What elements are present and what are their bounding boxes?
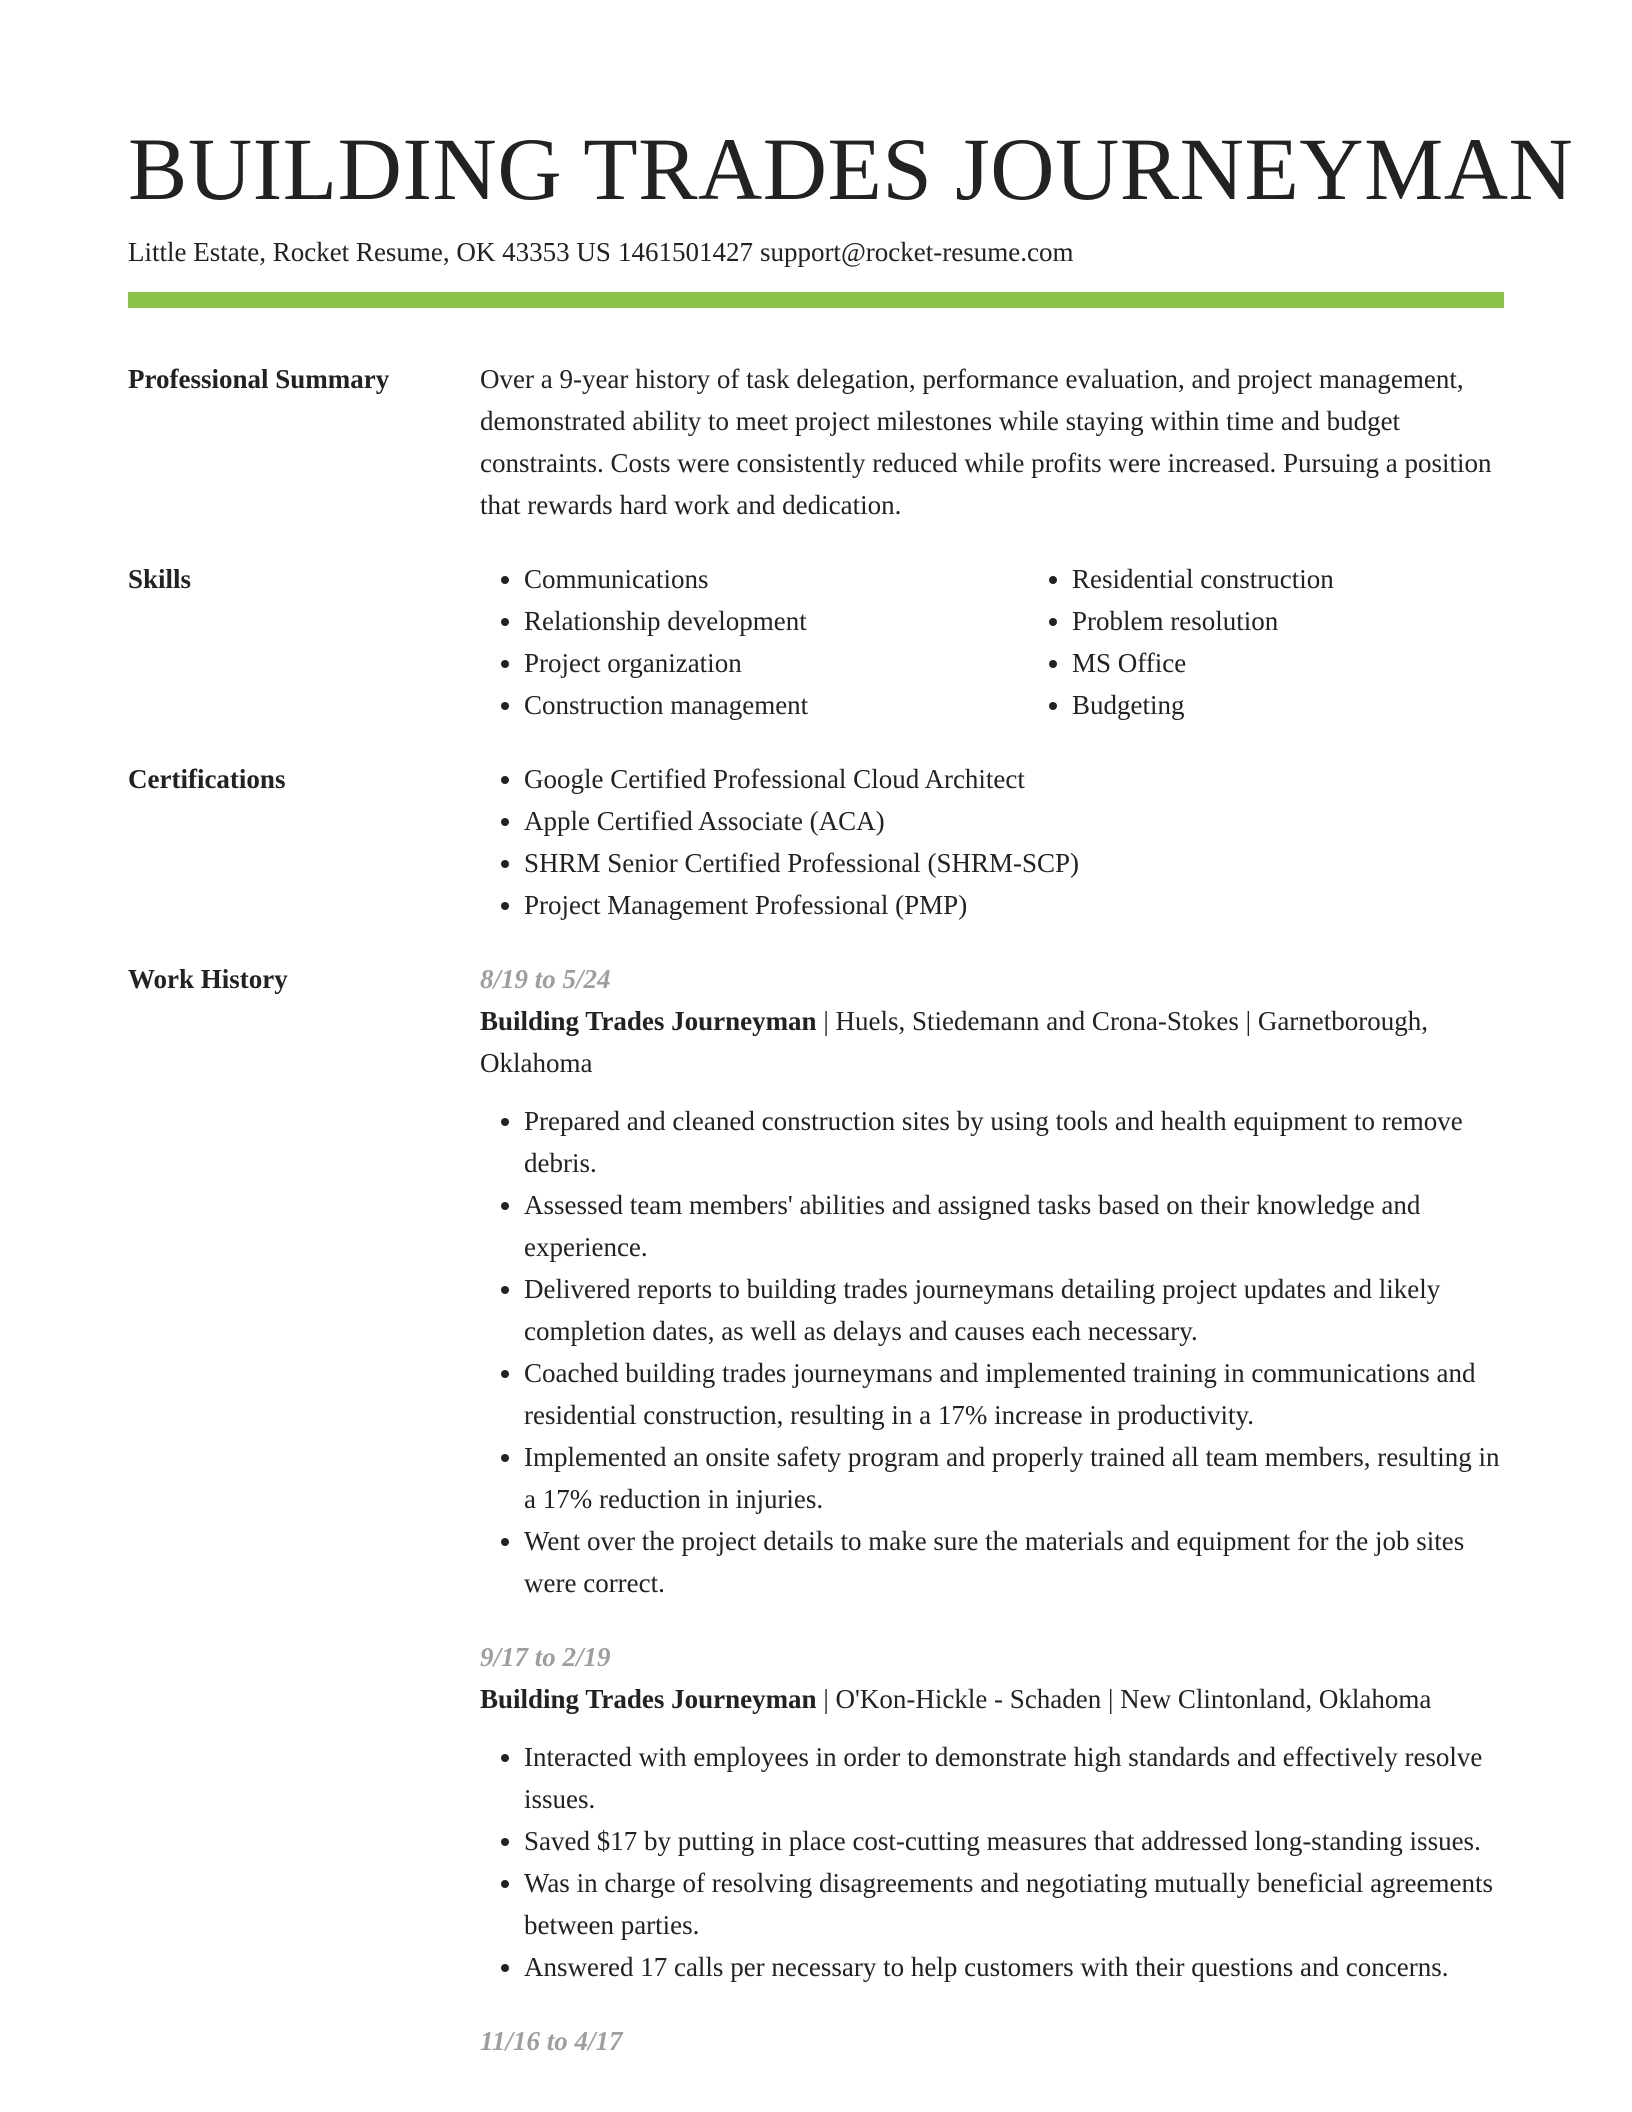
job-dates: 8/19 to 5/24 [480,964,611,994]
resume-page [128,118,1574,2062]
job-entry [480,2020,1504,2062]
header-accent-rule [128,292,1504,308]
skill-item: • Residential construction [1072,558,1576,600]
job-bullet: • Was in charge of resolving disagreements and negotiating mutually beneficial agreements between parties. [524,1862,1504,1946]
contact-email: support@rocket-resume.com [759,237,1074,267]
job-entry [480,1636,1504,1988]
job-details: | Huels, Stiedemann and Crona-Stokes | Garnetborough, Oklahoma [480,1006,1429,1078]
skill-item: • Relationship development [524,600,1028,642]
skills-list-left [480,558,1028,726]
job-dates: 11/16 to 4/17 [480,2026,623,2056]
certifications-list [480,758,1504,926]
section-professional-summary [128,358,1504,526]
section-skills [128,558,1504,726]
skills-list-right [1028,558,1576,726]
job-bullet: • Went over the project details to make sure the materials and equipment for the job sites were correct. [524,1520,1504,1604]
job-bullet: • Answered 17 calls per necessary to help customers with their questions and concerns. [524,1946,1504,1988]
certification-item: • Project Management Professional (PMP) [524,884,1504,926]
job-bullet: • Prepared and cleaned construction sites by using tools and health equipment to remove debris. [524,1100,1504,1184]
job-bullet: • Saved $17 by putting in place cost-cutting measures that addressed long-standing issues. [524,1820,1504,1862]
contact-address: Little Estate, Rocket Resume, OK 43353 US [128,237,611,267]
job-bullets [480,1100,1504,1604]
job-details: | O'Kon-Hickle - Schaden | New Clintonland, Oklahoma [816,1684,1432,1714]
skill-item: • MS Office [1072,642,1576,684]
summary-text: Over a 9-year history of task delegation, performance evaluation, and project management, demonstrated ability to meet project milestones while staying within time and budget constraints. Costs were consistently reduced while profits were increased. Pursuing a position that rewards hard work and dedication. [480,364,1492,520]
certification-item: • Google Certified Professional Cloud Architect [524,758,1504,800]
job-title: Building Trades Journeyman [480,1006,817,1036]
job-title: Building Trades Journeyman [480,1684,817,1714]
section-label: Professional Summary [128,364,390,394]
contact-line [128,234,1504,270]
section-label: Skills [128,564,192,594]
job-bullet: • Implemented an onsite safety program and properly trained all team members, resulting in a 17% reduction in injuries. [524,1436,1504,1520]
job-bullet: • Coached building trades journeymans and implemented training in communications and residential construction, resulting in a 17% increase in productivity. [524,1352,1504,1436]
certifications-body [480,758,1504,926]
work-history-body [480,958,1504,2062]
skill-item: • Budgeting [1072,684,1576,726]
skill-item: • Project organization [524,642,1028,684]
skill-item: • Communications [524,558,1028,600]
section-work-history [128,958,1504,2062]
job-dates: 9/17 to 2/19 [480,1642,611,1672]
job-bullet: • Assessed team members' abilities and assigned tasks based on their knowledge and experience. [524,1184,1504,1268]
skills-columns [480,558,1576,726]
job-entry [480,958,1504,1604]
section-label: Certifications [128,764,286,794]
resume-title: BUILDING TRADES JOURNEYMAN [128,121,1574,219]
job-bullet: • Interacted with employees in order to demonstrate high standards and effectively resolve issues. [524,1736,1504,1820]
skill-item: • Problem resolution [1072,600,1576,642]
job-bullet: • Delivered reports to building trades journeymans detailing project updates and likely completion dates, as well as delays and causes each necessary. [524,1268,1504,1352]
job-bullets [480,1736,1504,1988]
job-heading [480,1678,1504,1720]
job-heading [480,1000,1504,1084]
certification-item: • Apple Certified Associate (ACA) [524,800,1504,842]
skill-item: • Construction management [524,684,1028,726]
section-label: Work History [128,964,288,994]
certification-item: • SHRM Senior Certified Professional (SHRM-SCP) [524,842,1504,884]
section-certifications [128,758,1504,926]
contact-phone: 1461501427 [617,237,753,267]
